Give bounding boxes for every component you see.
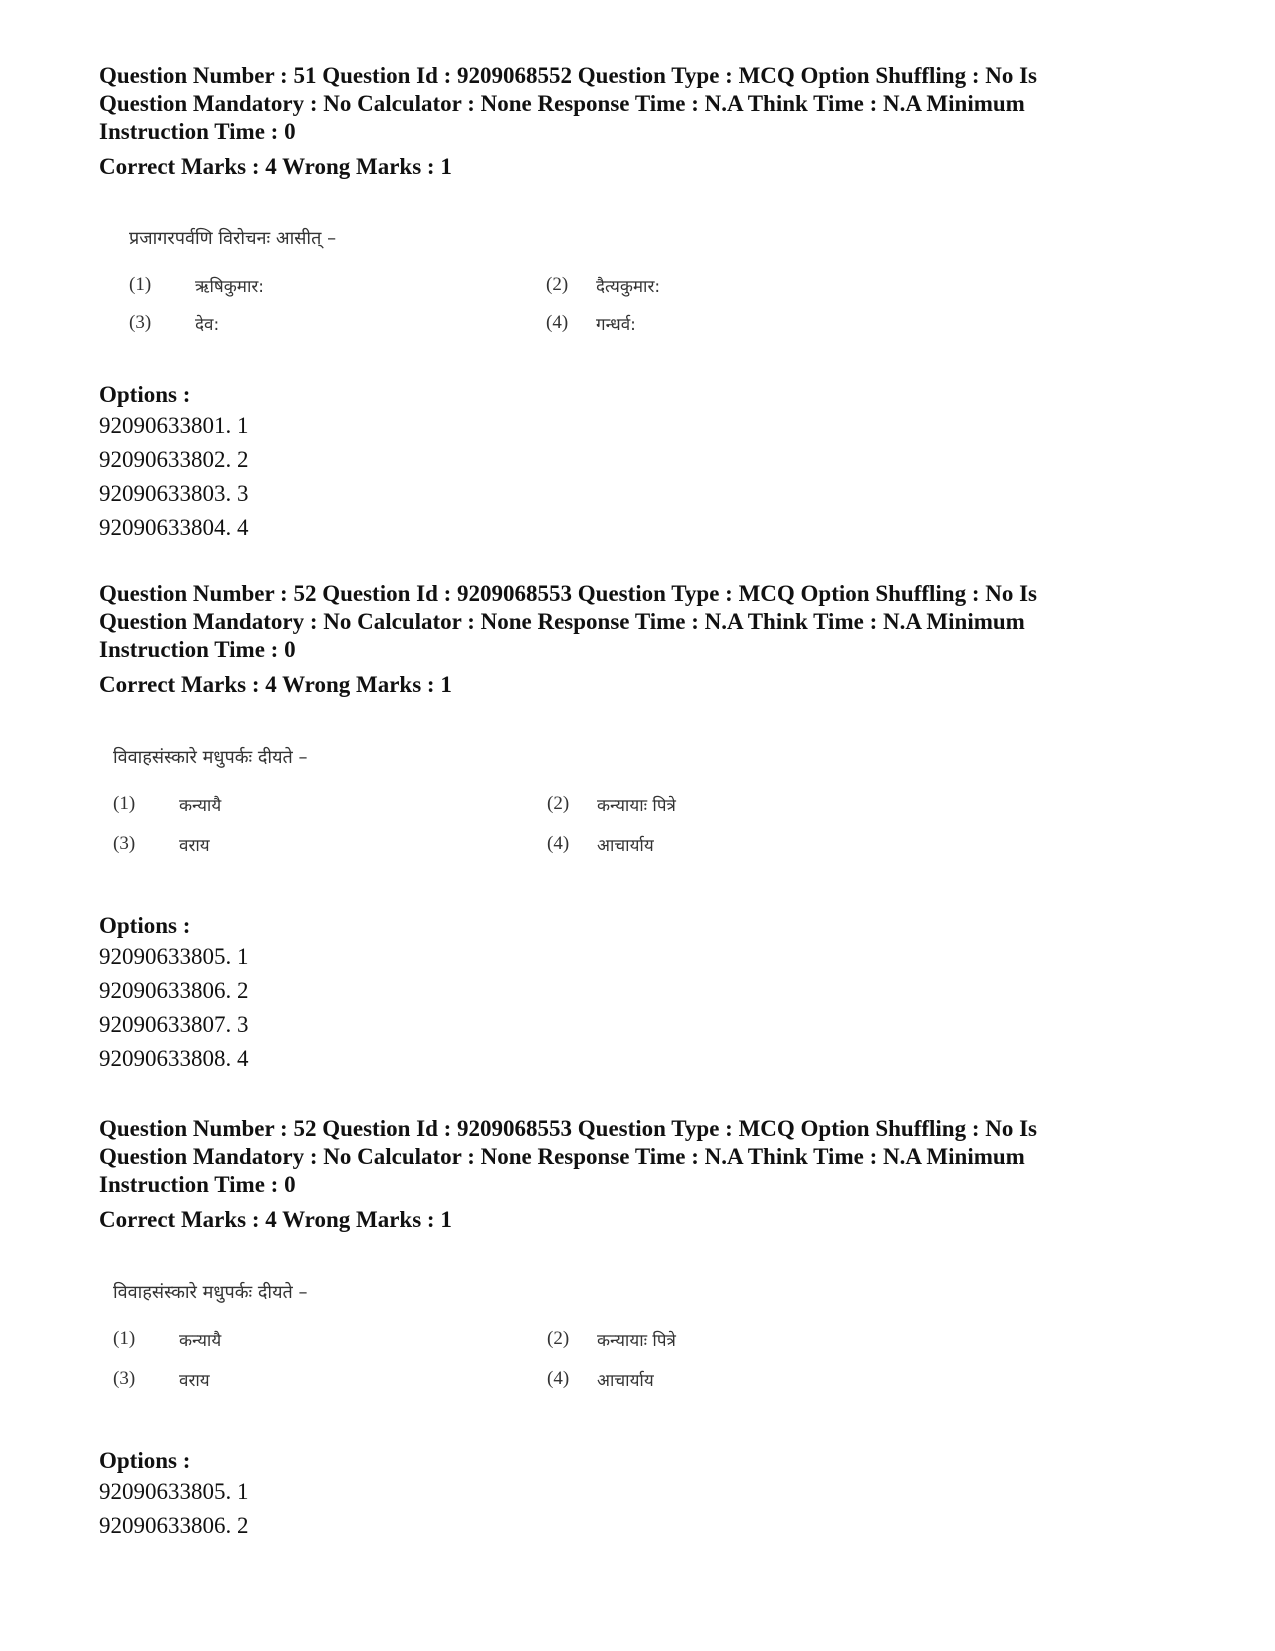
choice	[547, 833, 654, 856]
choice-text: कन्यायै	[179, 1331, 222, 1351]
choice	[113, 1368, 210, 1391]
question-image	[99, 181, 1179, 335]
options-label: Options :	[99, 382, 191, 407]
question-meta-line: Question Mandatory : No Calculator : None Response Time : N.A Think Time : N.A Minimum	[99, 1144, 1025, 1169]
choice-number: (4)	[547, 1368, 570, 1389]
option-line: 92090633807. 3	[99, 1012, 249, 1037]
choice-number: (3)	[129, 312, 152, 333]
choice	[546, 312, 636, 335]
question-meta-line: Question Mandatory : No Calculator : None Response Time : N.A Think Time : N.A Minimum	[99, 609, 1025, 634]
choice-number: (4)	[547, 833, 570, 854]
choice-text: ऋषिकुमार:	[195, 277, 265, 297]
question-meta-line: Instruction Time : 0	[99, 1172, 296, 1197]
choice-text: कन्यायाः पित्रे	[597, 1331, 676, 1351]
question-meta-line: Question Number : 52 Question Id : 9209068553 Question Type : MCQ Option Shuffling : No Is	[99, 1116, 1038, 1141]
option-line: 92090633801. 1	[99, 413, 249, 438]
question-text: विवाहसंस्कारे मधुपर्कः दीयते –	[113, 747, 308, 768]
question-text: विवाहसंस्कारे मधुपर्कः दीयते –	[113, 1282, 308, 1303]
choice	[547, 793, 676, 816]
choice-number: (3)	[113, 1368, 136, 1389]
choice-number: (1)	[113, 793, 136, 814]
choice-number: (2)	[546, 274, 569, 295]
choice-number: (2)	[547, 793, 570, 814]
choice-text: आचार्याय	[597, 836, 654, 856]
choice-text: वराय	[179, 1371, 210, 1391]
question-meta-line: Instruction Time : 0	[99, 119, 296, 144]
option-line: 92090633803. 3	[99, 481, 249, 506]
option-line: 92090633808. 4	[99, 1046, 249, 1071]
choice-text: दैत्यकुमार:	[596, 277, 661, 297]
choice	[113, 793, 221, 816]
choice-number: (1)	[129, 274, 152, 295]
choice-number: (3)	[113, 833, 136, 854]
question-image	[99, 1234, 1179, 1414]
question-meta-line: Question Mandatory : No Calculator : None Response Time : N.A Think Time : N.A Minimum	[99, 91, 1025, 116]
option-line: 92090633805. 1	[99, 1479, 249, 1504]
question-meta-line: Instruction Time : 0	[99, 637, 296, 662]
question-meta-line: Question Number : 51 Question Id : 9209068552 Question Type : MCQ Option Shuffling : No Is	[99, 63, 1038, 88]
choice-text: कन्यायाः पित्रे	[597, 796, 676, 816]
option-line: 92090633806. 2	[99, 1513, 249, 1538]
question-block	[99, 1115, 1179, 1543]
choice-number: (4)	[546, 312, 569, 333]
choice-text: वराय	[179, 836, 210, 856]
options-label: Options :	[99, 1448, 191, 1473]
question-image	[99, 699, 1179, 879]
question-block	[99, 580, 1179, 1076]
question-text: प्रजागरपर्वणि विरोचनः आसीत् –	[129, 228, 337, 249]
option-line: 92090633805. 1	[99, 944, 249, 969]
marks-line: Correct Marks : 4 Wrong Marks : 1	[99, 1207, 452, 1232]
choice-text: कन्यायै	[179, 796, 222, 816]
question-block	[99, 62, 1179, 545]
marks-line: Correct Marks : 4 Wrong Marks : 1	[99, 672, 452, 697]
choice	[547, 1368, 654, 1391]
choice-text: गन्धर्व:	[596, 315, 636, 335]
choice-text: आचार्याय	[597, 1371, 654, 1391]
choice	[129, 312, 219, 335]
choice-text: देव:	[195, 315, 220, 335]
choice-number: (1)	[113, 1328, 136, 1349]
option-line: 92090633804. 4	[99, 515, 249, 540]
choice-number: (2)	[547, 1328, 570, 1349]
choice	[129, 274, 264, 297]
choice	[546, 274, 660, 297]
option-line: 92090633806. 2	[99, 978, 249, 1003]
choice	[547, 1328, 676, 1351]
marks-line: Correct Marks : 4 Wrong Marks : 1	[99, 154, 452, 179]
option-line: 92090633802. 2	[99, 447, 249, 472]
choice	[113, 833, 210, 856]
options-label: Options :	[99, 913, 191, 938]
question-meta-line: Question Number : 52 Question Id : 9209068553 Question Type : MCQ Option Shuffling : No Is	[99, 581, 1038, 606]
choice	[113, 1328, 221, 1351]
